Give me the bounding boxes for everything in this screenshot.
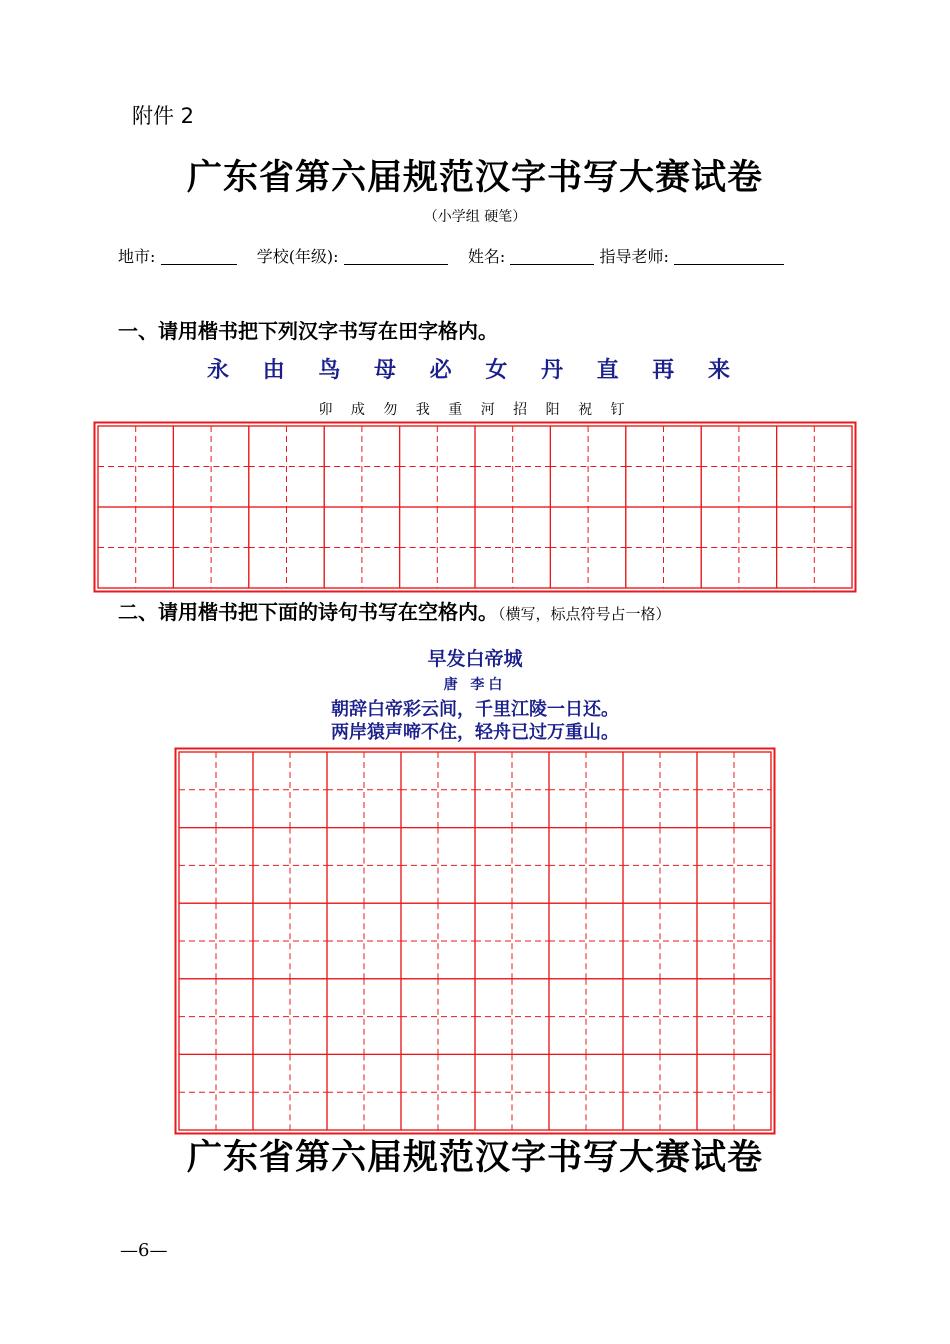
grid-cell[interactable] xyxy=(697,979,771,1055)
poem-author: 唐 李白 xyxy=(443,677,507,693)
grid-cell[interactable] xyxy=(777,426,852,507)
tianzige-grid-1[interactable] xyxy=(94,422,856,592)
city-label: 地市: xyxy=(118,247,156,266)
grid-cell[interactable] xyxy=(549,1054,623,1130)
poem-line-2: 两岸猿声啼不住，轻舟已过万重山。 xyxy=(331,722,619,743)
school-label: 学校(年级): xyxy=(256,247,339,266)
grid-cell[interactable] xyxy=(179,752,253,828)
grid-cell[interactable] xyxy=(549,752,623,828)
subtitle: （小学组 硬笔） xyxy=(423,209,527,225)
grid-cell[interactable] xyxy=(475,903,549,979)
grid-cell[interactable] xyxy=(400,426,475,507)
grid-cell[interactable] xyxy=(98,426,173,507)
grid-cell[interactable] xyxy=(701,507,776,588)
grid-cell[interactable] xyxy=(324,426,399,507)
teacher-label: 指导老师: xyxy=(599,247,669,266)
grid-cell[interactable] xyxy=(623,979,697,1055)
grid-cell[interactable] xyxy=(253,903,327,979)
grid-cell[interactable] xyxy=(550,507,625,588)
section2-note: （横写，标点符号占一格） xyxy=(498,605,671,623)
grid-cell[interactable] xyxy=(401,979,475,1055)
grid-cell[interactable] xyxy=(327,1054,401,1130)
grid-cell[interactable] xyxy=(697,828,771,904)
grid-cell[interactable] xyxy=(623,903,697,979)
grid-cell[interactable] xyxy=(401,752,475,828)
section2-heading-text: 二、请用楷书把下面的诗句书写在空格内。 xyxy=(118,600,498,624)
grid-cell[interactable] xyxy=(253,752,327,828)
grid-cell[interactable] xyxy=(623,752,697,828)
page-number: —6— xyxy=(120,1240,168,1261)
grid-cell[interactable] xyxy=(697,752,771,828)
grid-cell[interactable] xyxy=(549,903,623,979)
grid-cell[interactable] xyxy=(179,903,253,979)
grid-cell[interactable] xyxy=(179,1054,253,1130)
grid-cell[interactable] xyxy=(253,828,327,904)
model-characters: 永 由 鸟 母 必 女 丹 直 再 来 xyxy=(207,357,743,383)
grid-cell[interactable] xyxy=(327,979,401,1055)
attachment-label: 附件 2 xyxy=(132,104,195,128)
grid-cell[interactable] xyxy=(475,979,549,1055)
grid-cell[interactable] xyxy=(623,828,697,904)
name-field[interactable] xyxy=(510,248,594,265)
grid-cell[interactable] xyxy=(249,507,324,588)
grid-cell[interactable] xyxy=(401,903,475,979)
section2-heading xyxy=(118,596,671,625)
grid-cell[interactable] xyxy=(475,426,550,507)
grid-cell[interactable] xyxy=(549,979,623,1055)
school-field[interactable] xyxy=(344,248,448,265)
grid-cell[interactable] xyxy=(173,426,248,507)
grid-cell[interactable] xyxy=(98,507,173,588)
grid-cell[interactable] xyxy=(253,1054,327,1130)
grid-cell[interactable] xyxy=(327,903,401,979)
grid-cell[interactable] xyxy=(475,752,549,828)
grid-cell[interactable] xyxy=(626,426,701,507)
grid-cell[interactable] xyxy=(179,979,253,1055)
grid-cell[interactable] xyxy=(475,1054,549,1130)
grid-cell[interactable] xyxy=(697,903,771,979)
grid-cell[interactable] xyxy=(249,426,324,507)
grid-cell[interactable] xyxy=(549,828,623,904)
page-title: 广东省第六届规范汉字书写大赛试卷 xyxy=(186,158,763,198)
city-field[interactable] xyxy=(161,248,237,265)
grid-cell[interactable] xyxy=(400,507,475,588)
grid-cell[interactable] xyxy=(327,752,401,828)
grid-cell[interactable] xyxy=(179,828,253,904)
name-label: 姓名: xyxy=(467,247,506,266)
footer-title: 广东省第六届规范汉字书写大赛试卷 xyxy=(186,1138,763,1178)
grid-cell[interactable] xyxy=(777,507,852,588)
grid-cell[interactable] xyxy=(701,426,776,507)
section1-heading: 一、请用楷书把下列汉字书写在田字格内。 xyxy=(118,319,498,343)
grid-cell[interactable] xyxy=(550,426,625,507)
poem-line-1: 朝辞白帝彩云间，千里江陵一日还。 xyxy=(331,699,619,720)
teacher-field[interactable] xyxy=(674,248,784,265)
grid-cell[interactable] xyxy=(327,828,401,904)
grid-cell[interactable] xyxy=(173,507,248,588)
info-line xyxy=(118,244,784,267)
practice-characters: 卯 成 勿 我 重 河 招 阳 祝 钉 xyxy=(318,402,632,418)
grid-cell[interactable] xyxy=(401,1054,475,1130)
grid-cell[interactable] xyxy=(697,1054,771,1130)
grid-cell[interactable] xyxy=(475,828,549,904)
tianzige-grid-2[interactable] xyxy=(175,748,775,1134)
grid-cell[interactable] xyxy=(401,828,475,904)
poem-title: 早发白帝城 xyxy=(427,648,523,670)
grid-cell[interactable] xyxy=(626,507,701,588)
grid-cell[interactable] xyxy=(324,507,399,588)
grid-cell[interactable] xyxy=(475,507,550,588)
grid-cell[interactable] xyxy=(623,1054,697,1130)
grid-cell[interactable] xyxy=(253,979,327,1055)
